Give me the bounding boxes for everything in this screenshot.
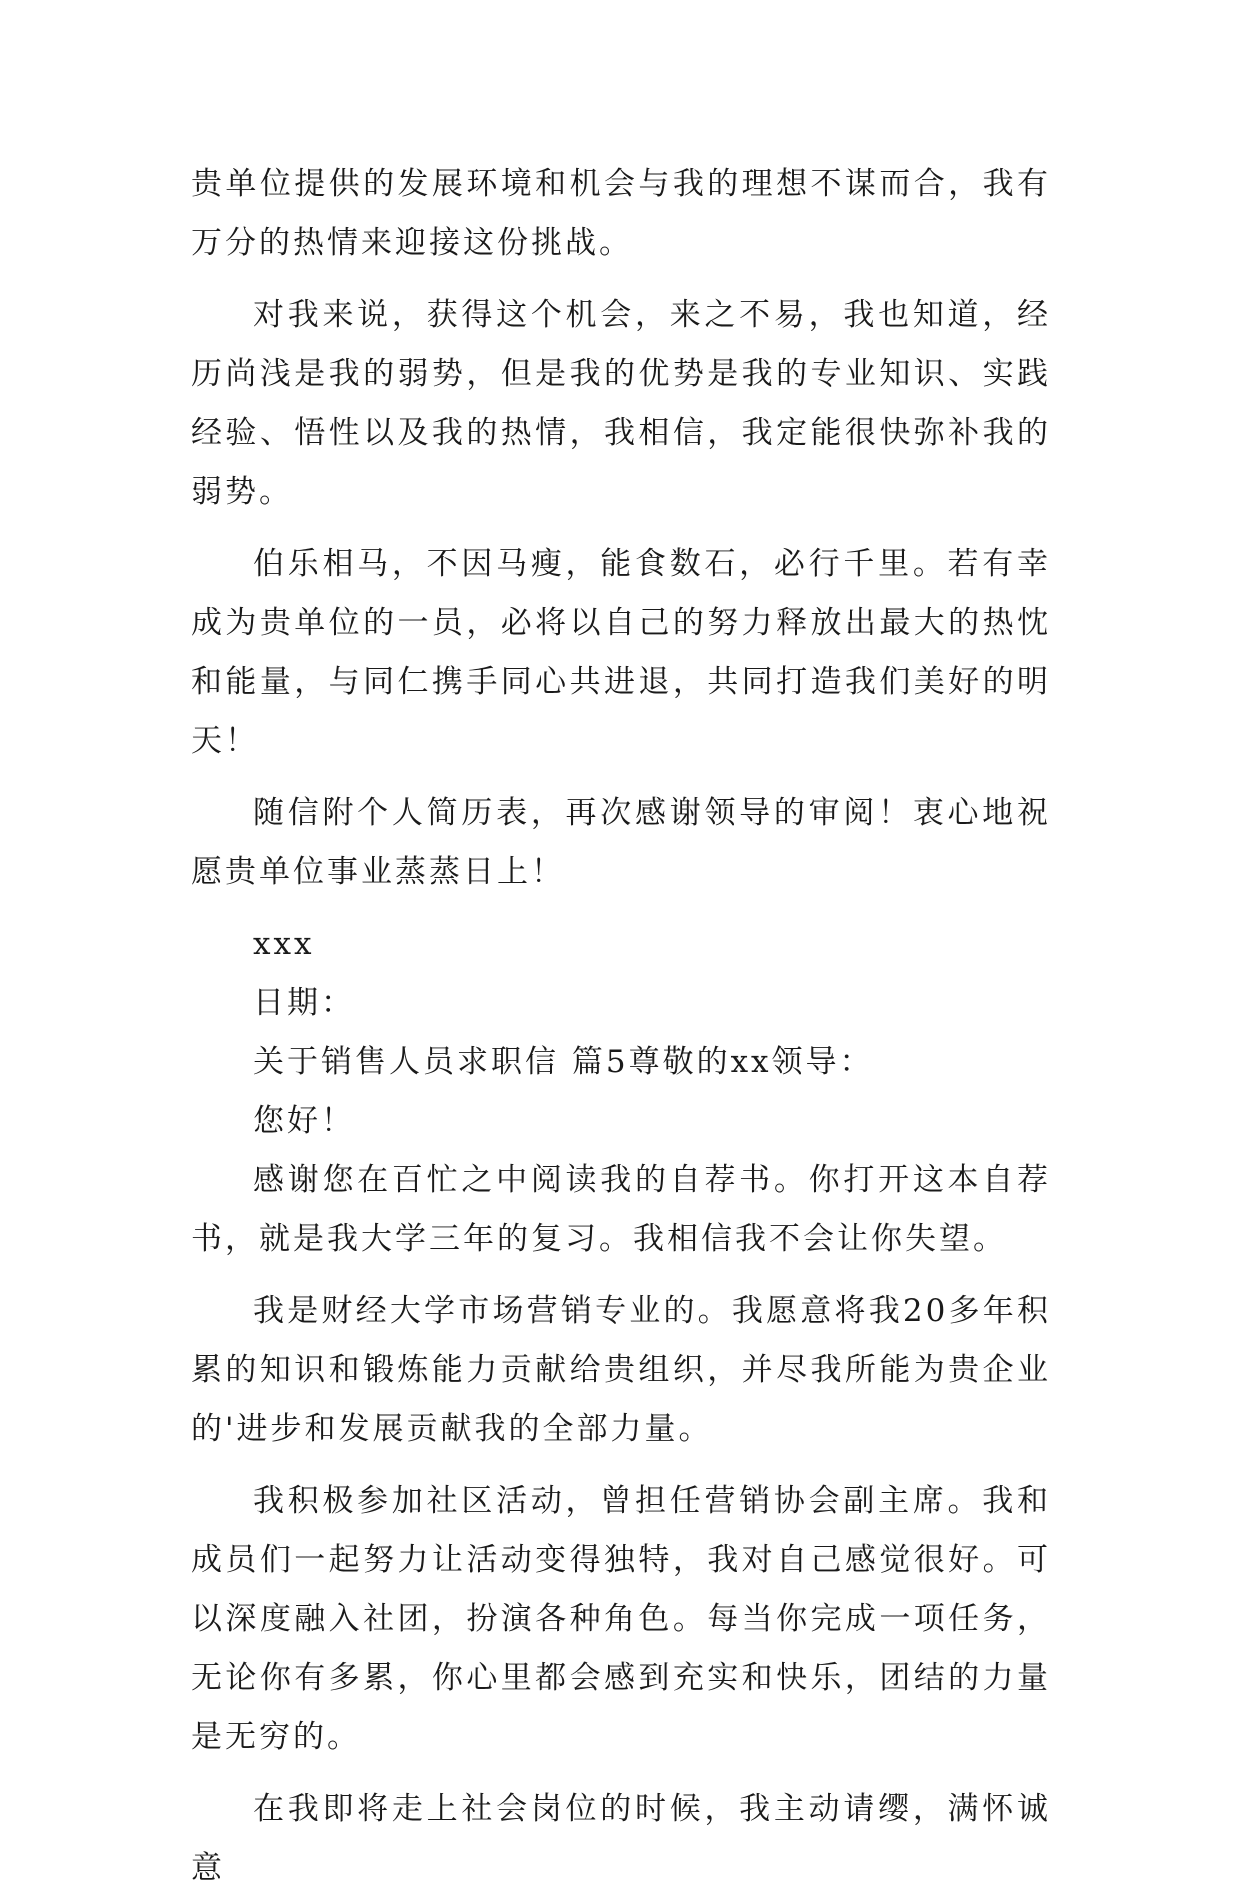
paragraph-major: 我是财经大学市场营销专业的。我愿意将我20多年积累的知识和锻炼能力贡献给贵组织，并尽我所能为贵企业的'进步和发展贡献我的全部力量。 xyxy=(191,1293,1051,1447)
letter-heading: 关于销售人员求职信 篇5尊敬的xx领导： xyxy=(253,1044,874,1080)
signature-date: 日期： xyxy=(253,985,355,1021)
signature-name: xxx xyxy=(253,926,315,962)
paragraph-thanks: 感谢您在百忙之中阅读我的自荐书。你打开这本自荐书，就是我大学三年的复习。我相信我不会让你失望。 xyxy=(191,1162,1051,1257)
paragraph-ambition: 伯乐相马，不因马瘦，能食数石，必行千里。若有幸成为贵单位的一员，必将以自己的努力释放出最大的热忱和能量，与同仁携手同心共进退，共同打造我们美好的明天！ xyxy=(191,546,1051,759)
paragraph-activities: 我积极参加社区活动，曾担任营销协会副主席。我和成员们一起努力让活动变得独特，我对自己感觉很好。可以深度融入社团，扮演各种角色。每当你完成一项任务，无论你有多累，你心里都会感到充实和快乐，团结的力量是无穷的。 xyxy=(191,1483,1051,1755)
paragraph-continuation: 贵单位提供的发展环境和机会与我的理想不谋而合，我有万分的热情来迎接这份挑战。 xyxy=(191,166,1051,261)
paragraph-closing: 随信附个人简历表，再次感谢领导的审阅！衷心地祝愿贵单位事业蒸蒸日上！ xyxy=(191,795,1051,890)
paragraph-request: 在我即将走上社会岗位的时候，我主动请缨，满怀诚意 xyxy=(191,1791,1051,1886)
document-body xyxy=(191,155,1051,1898)
paragraph-opportunity: 对我来说，获得这个机会，来之不易，我也知道，经历尚浅是我的弱势，但是我的优势是我的专业知识、实践经验、悟性以及我的热情，我相信，我定能很快弥补我的弱势。 xyxy=(191,297,1051,510)
greeting: 您好！ xyxy=(253,1103,355,1139)
